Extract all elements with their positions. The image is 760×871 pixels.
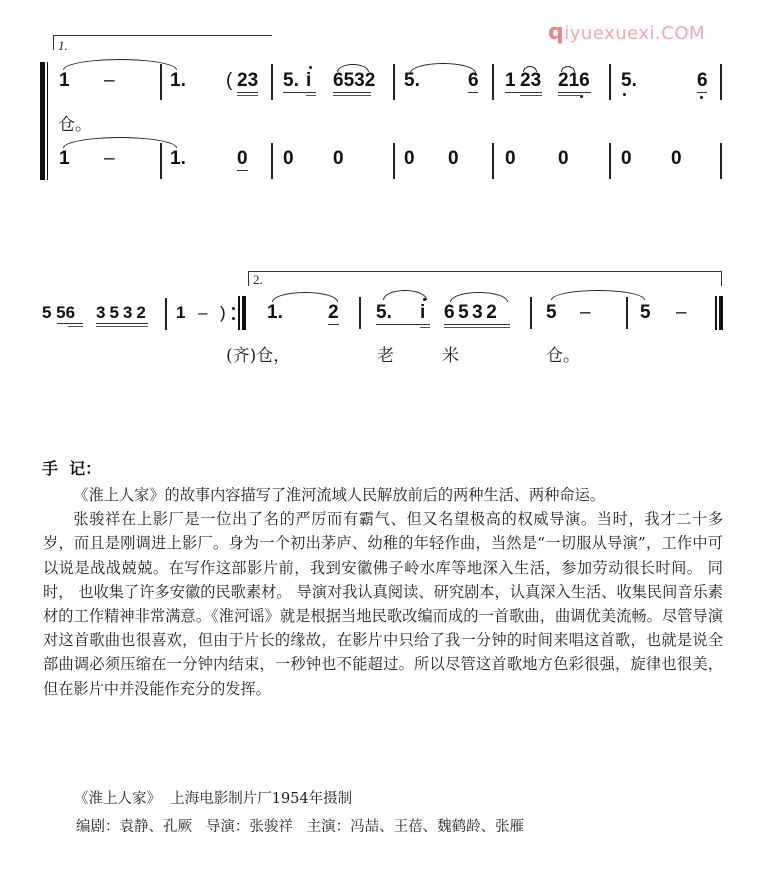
note-high: i	[420, 302, 426, 323]
note-dash: –	[104, 70, 115, 91]
note: 5.	[283, 70, 299, 91]
note: 0	[671, 148, 682, 169]
underline	[697, 92, 707, 93]
repeat-barline-thin	[238, 296, 240, 330]
repeat-dot	[232, 317, 235, 320]
note: 5	[546, 302, 557, 323]
underline	[444, 324, 510, 325]
underline	[376, 324, 430, 325]
note: 0	[558, 148, 569, 169]
film-credits: 编剧：袁静、孔厥 导演：张骏祥 主演：冯喆、王蓓、魏鹤龄、张雁	[76, 819, 525, 835]
note: 1	[59, 148, 70, 169]
note: 5.	[404, 70, 420, 91]
note: 5	[640, 302, 651, 323]
note-group: 3532	[96, 303, 150, 322]
note-group: 6532	[444, 302, 501, 323]
tie	[410, 63, 476, 73]
underline	[68, 326, 83, 327]
underline	[468, 92, 478, 93]
octave-dot	[309, 66, 312, 69]
note: 0	[448, 148, 459, 169]
paragraph: 张骏祥在上影厂是一位出了名的严厉而有霸气、但又名望极高的权威导演。当时，我才二十多岁，而且是刚调进上影厂。身为一个初出茅庐、幼稚的年轻作曲，当然是“一切服从导演”，工作中可以说是战战兢兢。在写作这部影片前，我到安徽佛子岭水库等地深入生活，参加劳动很长时间。 同时， 也收集了许多安徽的民歌素材。 导演对我认真阅读、研究剧本，认真深入生活、收集民间音乐素材的工作精神非常满意。《淮河谣》就是根据当地民歌改编而成的一首歌曲，曲调优美流畅。尽管导演对这首歌曲也很喜欢，但由于片长的缘故，在影片中只给了我一分钟的时间来唱这首歌，也就是说全部曲调必须压缩在一分钟内结束，一秒钟也不能超过。所以尽管这首歌地方色彩很强，旋律也很美，但在影片中并没能作充分的发挥。	[43, 510, 723, 698]
volta-bracket-1	[53, 35, 272, 50]
note: 0	[237, 148, 248, 169]
barline	[393, 143, 395, 179]
volta-bracket-2	[248, 271, 722, 286]
underline	[283, 92, 316, 93]
underline	[306, 95, 316, 96]
underline	[237, 170, 248, 171]
barline	[626, 297, 628, 329]
note-group: 5 56	[42, 303, 76, 322]
tie	[551, 290, 645, 300]
slur	[383, 290, 427, 300]
volta-label-1: 1.	[58, 38, 68, 53]
note-group: 216	[558, 70, 590, 91]
watermark	[548, 20, 705, 45]
note: 1	[176, 303, 186, 322]
note: 5.	[621, 70, 637, 91]
barline	[720, 143, 722, 179]
lyric: (齐)仓，	[226, 346, 291, 366]
note-dash: –	[676, 302, 687, 323]
underline	[505, 92, 542, 93]
note: 0	[621, 148, 632, 169]
paren: (	[226, 70, 233, 91]
underline	[237, 95, 258, 96]
slur	[450, 292, 508, 302]
note: 5.	[376, 302, 392, 323]
barline	[492, 64, 494, 100]
repeat-dot	[232, 307, 235, 310]
note: 1	[505, 70, 516, 91]
system-bracket-thin	[47, 62, 48, 180]
film-info: 《淮上人家》 上海电影制片厂1954年摄制	[74, 791, 353, 807]
octave-dot	[423, 298, 426, 301]
barline	[165, 298, 167, 330]
tie	[272, 292, 338, 302]
note-dash: –	[198, 303, 208, 322]
barline	[609, 143, 611, 179]
notes-body	[43, 483, 723, 701]
notes-heading: 手 记：	[42, 459, 102, 478]
note: 0	[505, 148, 516, 169]
note-dash: –	[104, 148, 115, 169]
barline	[492, 143, 494, 179]
volta-label-2: 2.	[253, 272, 263, 287]
repeat-barline-thick	[242, 296, 246, 330]
barline	[160, 143, 162, 179]
note: 1.	[170, 70, 186, 91]
note-group: 6532	[333, 70, 376, 91]
barline	[393, 64, 395, 100]
note: 0	[283, 148, 294, 169]
low-octave-dot	[700, 96, 703, 99]
underline	[558, 95, 580, 96]
lyric: 仓。	[58, 115, 92, 135]
barline	[271, 64, 273, 100]
underline	[333, 92, 371, 93]
note: 1.	[267, 302, 283, 323]
watermark-logo: q	[548, 20, 565, 45]
paren: )	[220, 303, 226, 322]
note: 6	[468, 70, 479, 91]
underline	[558, 92, 591, 93]
system-bracket	[40, 62, 45, 180]
note: 1	[59, 70, 70, 91]
final-barline-thick	[719, 296, 723, 330]
note-high: i	[306, 70, 312, 91]
barline	[720, 64, 722, 100]
note: 0	[404, 148, 415, 169]
low-octave-dot	[580, 95, 583, 98]
note: 6	[697, 70, 708, 91]
lyric: 老	[377, 346, 394, 366]
barline	[271, 143, 273, 179]
underline	[420, 327, 430, 328]
barline	[530, 297, 532, 329]
underline	[57, 323, 83, 324]
underline	[96, 326, 148, 327]
underline	[444, 327, 510, 328]
underline	[237, 92, 258, 93]
lyric: 仓。	[546, 346, 580, 366]
underline	[96, 323, 148, 324]
barline	[359, 297, 361, 329]
watermark-text: iyuexuexi.COM	[564, 23, 706, 44]
barline	[609, 64, 611, 100]
barline	[160, 64, 162, 100]
underline	[520, 95, 542, 96]
underline	[333, 95, 371, 96]
underline	[328, 324, 339, 325]
note: 2	[328, 302, 339, 323]
paragraph: 《淮上人家》的故事内容描写了淮河流域人民解放前后的两种生活、两种命运。	[73, 486, 605, 504]
note-group: 23	[237, 70, 259, 91]
note: 0	[333, 148, 344, 169]
low-octave-dot	[623, 93, 626, 96]
lyric: 米	[442, 346, 459, 366]
note-dash: –	[580, 302, 591, 323]
final-barline-thin	[715, 296, 717, 330]
note-group: 23	[520, 70, 542, 91]
note: 1.	[170, 148, 186, 169]
